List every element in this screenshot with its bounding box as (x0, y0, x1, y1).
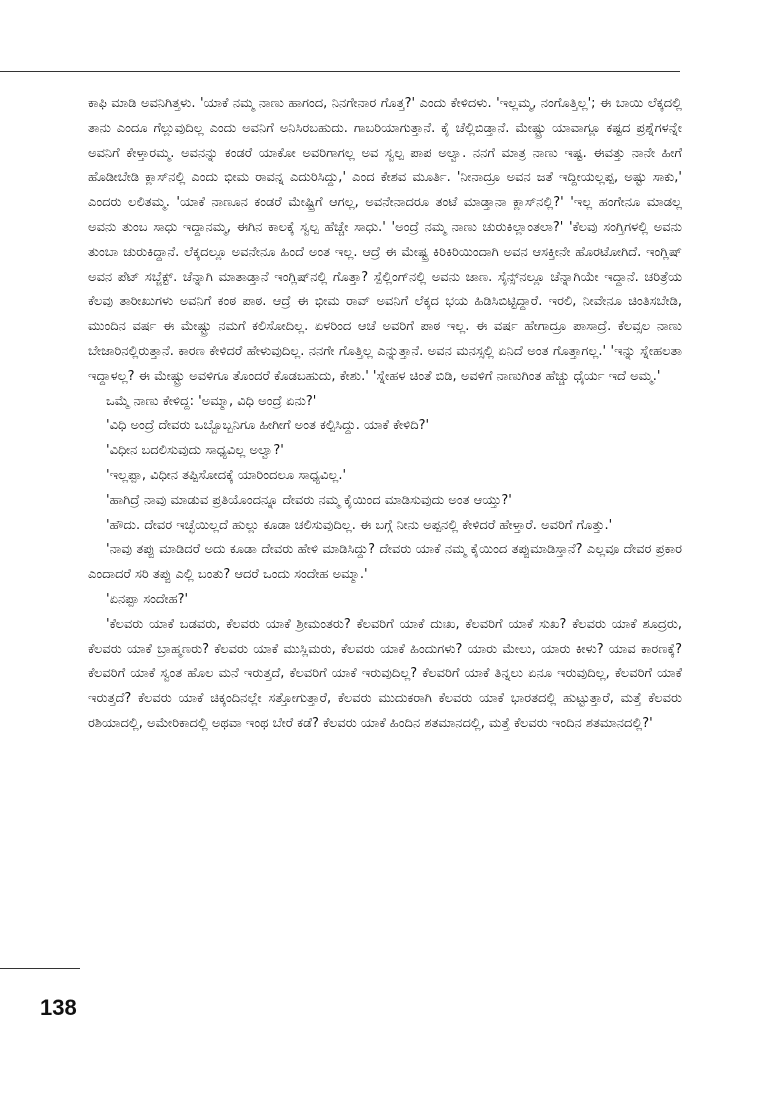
paragraph-10: 'ಕೆಲವರು ಯಾಕೆ ಬಡವರು, ಕೆಲವರು ಯಾಕೆ ಶ್ರೀಮಂತರು? ಕೆಲವರಿಗೆ ಯಾಕೆ ದುಃಖ, ಕೆಲವರಿಗೆ ಯಾಕೆ ಸುಖ? ಕೆಲವರು ಯಾಕೆ ಶೂದ್ರರು, ಕೆಲವರು ಯಾಕೆ ಬ್ರಾಹ್ಮಣರು? ಕೆಲವರು ಯಾಕೆ ಮುಸ್ಲಿಮರು, ಕೆಲವರು ಯಾಕೆ ಹಿಂದುಗಳು? ಯಾರು ಮೇಲು, ಯಾರು ಕೀಳು? ಯಾವ ಕಾರಣಕ್ಕೆ? ಕೆಲವರಿಗೆ ಯಾಕೆ ಸ್ವಂತ ಹೊಲ ಮನೆ ಇರುತ್ತದೆ, ಕೆಲವರಿಗೆ ಯಾಕೆ ಇರುವುದಿಲ್ಲ? ಕೆಲವರಿಗೆ ಯಾಕೆ ತಿನ್ನಲು ಏನೂ ಇರುವುದಿಲ್ಲ, ಕೆಲವರಿಗೆ ಯಾಕೆ ಇರುತ್ತದೆ? ಕೆಲವರು ಯಾಕೆ ಚಿಕ್ಕಂದಿನಲ್ಲೇ ಸತ್ತೋಗುತ್ತಾರೆ, ಕೆಲವರು ಮುದುಕರಾಗಿ ಕೆಲವರು ಯಾಕೆ ಭಾರತದಲ್ಲಿ ಹುಟ್ಟುತ್ತಾರೆ, ಮತ್ತೆ ಕೆಲವರು ರಶಿಯಾದಲ್ಲಿ, ಅಮೇರಿಕಾದಲ್ಲಿ ಅಥವಾ ಇಂಥ ಬೇರೆ ಕಡೆ? ಕೆಲವರು ಯಾಕೆ ಹಿಂದಿನ ಶತಮಾನದಲ್ಲಿ, ಮತ್ತೆ ಕೆಲವರು ಇಂದಿನ ಶತಮಾನದಲ್ಲಿ?' (88, 616, 682, 731)
paragraph-1: ಕಾಫಿ ಮಾಡಿ ಅವನಿಗಿತ್ತಳು. 'ಯಾಕೆ ನಮ್ಮ ನಾಣು ಹಾಗಂದ, ನಿನಗೇನಾರ ಗೊತ್ತ?' ಎಂದು ಕೇಳಿದಳು. 'ಇಲ್ಲಮ್ಮ, ನಂಗೊತ್ತಿಲ್ಲ'; ಈ ಬಾಯಿ ಲೆಕ್ಕದಲ್ಲಿ ತಾನು ಎಂದೂ ಗೆಲ್ಲುವುದಿಲ್ಲ ಎಂದು ಅವನಿಗೆ ಅನಿಸಿರಬಹುದು. ಗಾಬರಿಯಾಗುತ್ತಾನೆ. ಕೈ ಚೆಲ್ಲಿಬಿಡ್ತಾನೆ. ಮೇಷ್ಟ್ರು ಯಾವಾಗ್ಲೂ ಕಷ್ಟದ ಪ್ರಶ್ನೆಗಳನ್ನೇ ಅವನಿಗೆ ಕೇಳ್ತಾರಮ್ಮ. ಅವನನ್ನು ಕಂಡರೆ ಯಾಕೋ ಅವರಿಗಾಗಲ್ಲ ಅವ ಸ್ವಲ್ಪ ಪಾಪ ಅಲ್ವಾ. ನನಗೆ ಮಾತ್ರ ನಾಣು ಇಷ್ಟ. ಈವತ್ತು ನಾನೇ ಹೀಗೆ ಹೊಡೀಬೇಡಿ ಕ್ಲಾಸ್‌ನಲ್ಲಿ ಎಂದು ಭೀಮ ರಾವನ್ನ ಎದುರಿಸಿದ್ದು,' ಎಂದ ಕೇಶವ ಮೂರ್ತಿ. 'ನೀನಾದ್ರೂ ಅವನ ಜತೆ ಇದ್ದೀಯಲ್ಲಪ್ಪ, ಅಷ್ಟು ಸಾಕು,' ಎಂದರು ಲಲಿತಮ್ಮ. 'ಯಾಕೆ ನಾಣೂನ ಕಂಡರೆ ಮೇಷ್ಟ್ರಿಗೆ ಆಗಲ್ಲ, ಅವನೇನಾದರೂ ತಂಟೆ ಮಾಡ್ತಾನಾ ಕ್ಲಾಸ್‌ನಲ್ಲಿ?' 'ಇಲ್ಲ ಹಂಗೇನೂ ಮಾಡಲ್ಲ ಅವನು ತುಂಬ ಸಾಧು ಇದ್ದಾನಮ್ಮ, ಈಗಿನ ಕಾಲಕ್ಕೆ ಸ್ವಲ್ಪ ಹೆಚ್ಚೇ ಸಾಧು.' 'ಅಂದ್ರೆ ನಮ್ಮ ನಾಣು ಚುರುಕಿಲ್ಲಾಂತಲಾ?' 'ಕೆಲವು ಸಂಗ್ತಿಗಳಲ್ಲಿ ಅವನು ತುಂಬಾ ಚುರುಕಿದ್ದಾನೆ. ಲೆಕ್ಕದಲ್ಲೂ ಅವನೇನೂ ಹಿಂದೆ ಅಂತ ಇಲ್ಲ. ಆದ್ರೆ ಈ ಮೇಷ್ಟ್ರ ಕಿರಿಕಿರಿಯಿಂದಾಗಿ ಅವನ ಆಸಕ್ತೀನೇ ಹೊರಟೋಗಿದೆ. ಇಂಗ್ಲಿಷ್ ಅವನ ಪೆಟ್ ಸಬ್ಜೆಕ್ಟ್. ಚೆನ್ನಾಗಿ ಮಾತಾಡ್ತಾನೆ ಇಂಗ್ಲಿಷ್‌ನಲ್ಲಿ ಗೊತ್ತಾ? ಸ್ಪೆಲ್ಲಿಂಗ್‌ನಲ್ಲಿ ಅವನು ಜಾಣ. ಸೈನ್ಸ್‌ನಲ್ಲೂ ಚೆನ್ನಾಗಿಯೇ ಇದ್ದಾನೆ. ಚರಿತ್ರೆಯ ಕೆಲವು ತಾರೀಖುಗಳು ಅವನಿಗೆ ಕಂಠ ಪಾಠ. ಆದ್ರೆ ಈ ಭೀಮ ರಾವ್ ಅವನಿಗೆ ಲೆಕ್ಕದ ಭಯ ಹಿಡಿಸಿಬಿಟ್ಟಿದ್ದಾರೆ. ಇರಲಿ, ನೀವೇನೂ ಚಿಂತಿಸಬೇಡಿ, ಮುಂದಿನ ವರ್ಷ ಈ ಮೇಷ್ಟ್ರು ನಮಗೆ ಕಲಿಸೋದಿಲ್ಲ. ಏಳರಿಂದ ಆಚೆ ಅವರಿಗೆ ಪಾಠ ಇಲ್ಲ. ಈ ವರ್ಷ ಹೇಗಾದ್ರೂ ಪಾಸಾದ್ರೆ. ಕೆಲವ್ಸಲ ನಾಣು ಬೇಜಾರಿನಲ್ಲಿರುತ್ತಾನೆ. ಕಾರಣ ಕೇಳಿದರೆ ಹೇಳುವುದಿಲ್ಲ. ನನಗೇ ಗೊತ್ತಿಲ್ಲ ಎನ್ನುತ್ತಾನೆ. ಅವನ ಮನಸ್ಸಲ್ಲಿ ಏನಿದೆ ಅಂತ ಗೊತ್ತಾಗಲ್ಲ.' 'ಇನ್ನು ಸ್ನೇಹಲತಾ ಇದ್ದಾಳಲ್ಲ? ಈ ಮೇಷ್ಟ್ರು ಅವಳಿಗೂ ತೊಂದರೆ ಕೊಡಬಹುದು, ಕೇಶು.' 'ಸ್ನೇಹಳ ಚಿಂತೆ ಬಿಡಿ, ಅವಳಿಗೆ ನಾಣುಗಿಂತ ಹೆಚ್ಚು ಧೈರ್ಯ ಇದೆ ಅಮ್ಮ.' (88, 96, 682, 384)
paragraph-2: ಒಮ್ಮೆ ನಾಣು ಕೇಳಿದ್ದ: 'ಅಮ್ಮಾ, ವಿಧಿ ಅಂದ್ರೆ ಏನು?' (106, 393, 317, 409)
paragraph-8: 'ನಾವು ತಪ್ಪು ಮಾಡಿದರೆ ಅದು ಕೂಡಾ ದೇವರು ಹೇಳಿ ಮಾಡಿಸಿದ್ದು? ದೇವರು ಯಾಕೆ ನಮ್ಮ ಕೈಯಿಂದ ತಪ್ಪುಮಾಡಿಸ್ತಾನೆ? ಎಲ್ಲವೂ ದೇವರ ಪ್ರಕಾರ ಎಂದಾದರೆ ಸರಿ ತಪ್ಪು ಎಲ್ಲಿ ಬಂತು? ಆದರೆ ಒಂದು ಸಂದೇಹ ಅಮ್ಮಾ.' (88, 542, 682, 583)
footer-rule (0, 968, 80, 969)
paragraph-3: 'ವಿಧಿ ಅಂದ್ರೆ ದೇವರು ಒಬ್ಬೊಬ್ಬನಿಗೂ ಹೀಗೀಗೆ ಅಂತ ಕಲ್ಪಿಸಿದ್ದು. ಯಾಕೆ ಕೇಳಿದಿ?' (106, 418, 430, 434)
paragraph-9: 'ಏನಪ್ಪಾ ಸಂದೇಹ?' (106, 591, 189, 607)
body-text (88, 92, 682, 737)
page-number: 138 (40, 995, 77, 1020)
paragraph-6: 'ಹಾಗಿದ್ರೆ ನಾವು ಮಾಡುವ ಪ್ರತಿಯೊಂದನ್ನೂ ದೇವರು ನಮ್ಮ ಕೈಯಿಂದ ಮಾಡಿಸುವುದು ಅಂತ ಆಯ್ತು?' (106, 492, 512, 508)
paragraph-5: 'ಇಲ್ಲಪ್ಪಾ, ವಿಧೀನ ತಪ್ಪಿಸೋದಕ್ಕೆ ಯಾರಿಂದಲೂ ಸಾಧ್ಯವಿಲ್ಲ.' (106, 467, 347, 483)
paragraph-4: 'ವಿಧೀನ ಬದಲಿಸುವುದು ಸಾಧ್ಯವಿಲ್ಲ ಅಲ್ವಾ?' (106, 443, 284, 459)
header-rule (0, 71, 680, 72)
paragraph-7: 'ಹೌದು. ದೇವರ ಇಚ್ಛೆಯಿಲ್ಲದೆ ಹುಲ್ಲು ಕೂಡಾ ಚಲಿಸುವುದಿಲ್ಲ. ಈ ಬಗ್ಗೆ ನೀನು ಅಪ್ಪನಲ್ಲಿ ಕೇಳಿದರೆ ಹೇಳ್ತಾರೆ. ಅವರಿಗೆ ಗೊತ್ತು.' (106, 517, 613, 533)
